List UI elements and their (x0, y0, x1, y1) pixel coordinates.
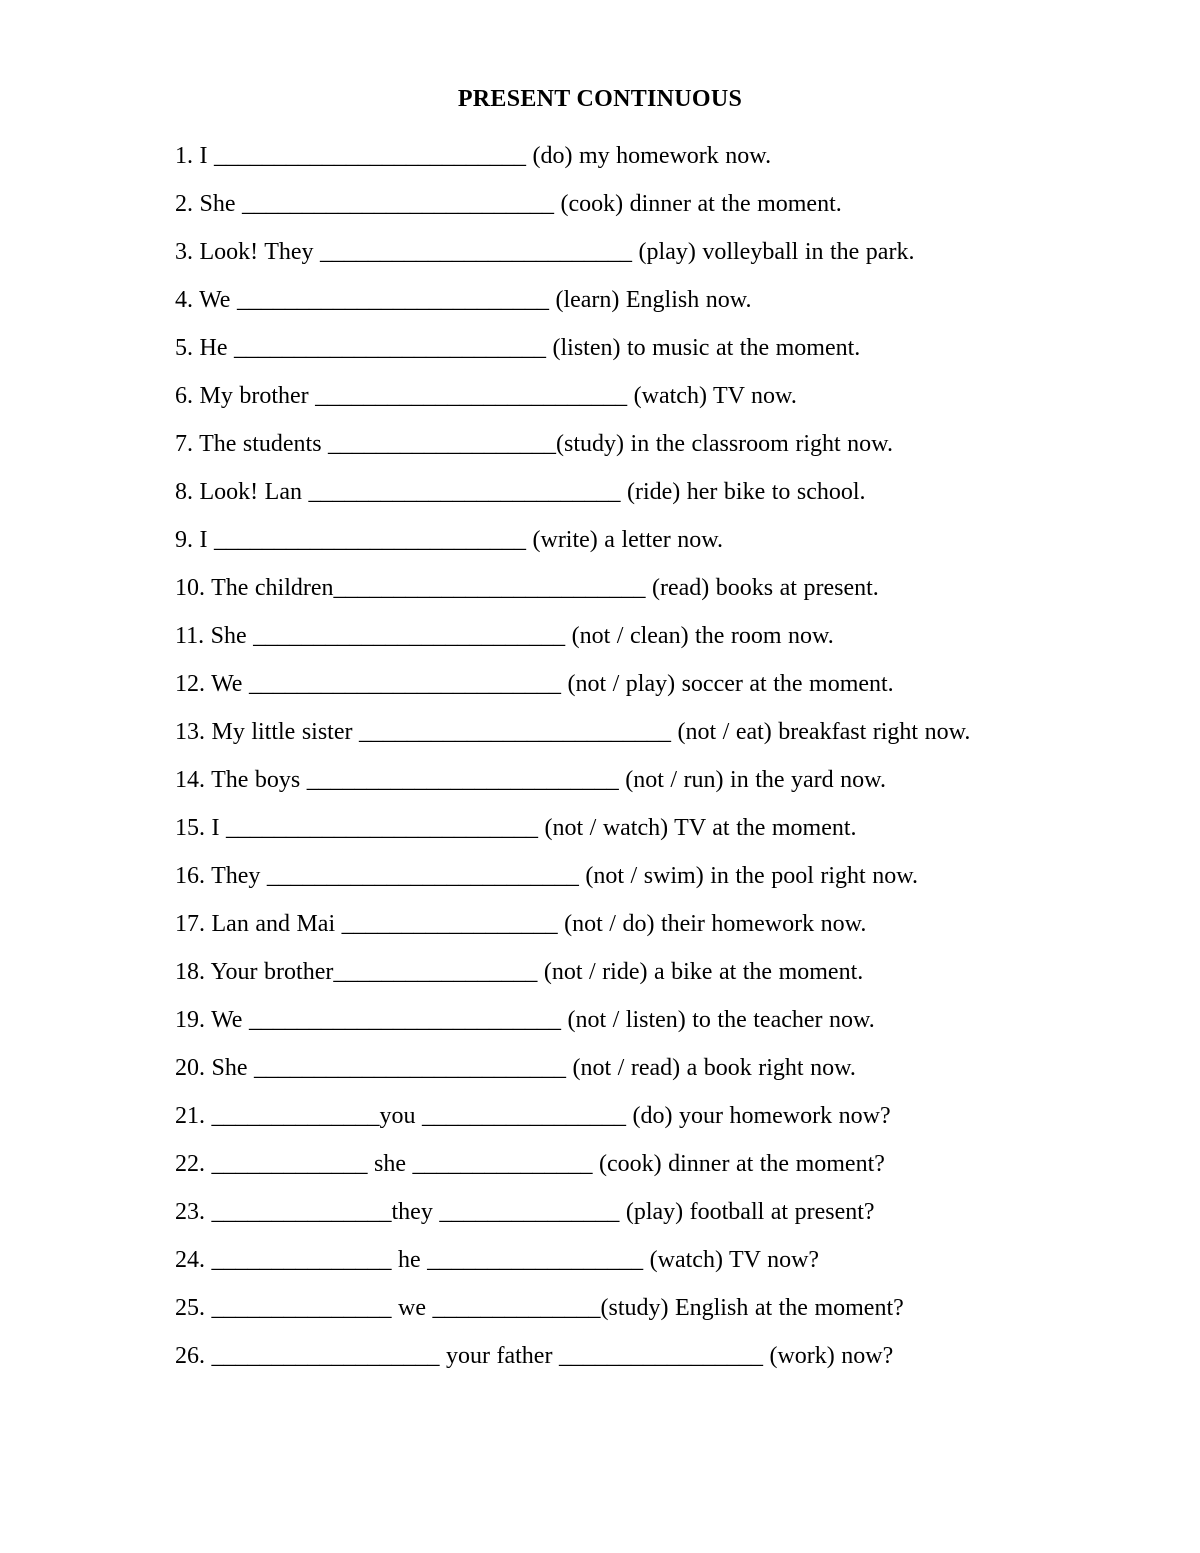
exercise-item: 5. He __________________________ (listen) to music at the moment. (175, 335, 861, 361)
exercise-item: 19. We __________________________ (not / listen) to the teacher now. (175, 1007, 875, 1033)
exercise-item: 25. _______________ we ______________(study) English at the moment? (175, 1295, 904, 1321)
exercise-item: 9. I __________________________ (write) a letter now. (175, 527, 724, 553)
exercise-item: 23. _______________they _______________ (play) football at present? (175, 1199, 875, 1225)
exercise-item: 13. My little sister __________________________ (not / eat) breakfast right now. (175, 719, 971, 745)
exercise-item: 1. I __________________________ (do) my homework now. (175, 143, 772, 169)
exercise-item: 17. Lan and Mai __________________ (not / do) their homework now. (175, 911, 867, 937)
exercise-item: 15. I __________________________ (not / watch) TV at the moment. (175, 815, 857, 841)
exercise-item: 3. Look! They __________________________ (play) volleyball in the park. (175, 239, 915, 265)
exercise-item: 11. She __________________________ (not / clean) the room now. (175, 623, 834, 649)
exercise-item: 21. ______________you _________________ (do) your homework now? (175, 1103, 891, 1129)
exercise-item: 26. ___________________ your father _________________ (work) now? (175, 1343, 894, 1369)
exercise-item: 7. The students ___________________(study) in the classroom right now. (175, 431, 893, 457)
exercise-item: 16. They __________________________ (not / swim) in the pool right now. (175, 863, 918, 889)
exercise-item: 10. The children__________________________ (read) books at present. (175, 575, 879, 601)
exercise-list (175, 138, 1035, 1386)
exercise-item: 22. _____________ she _______________ (cook) dinner at the moment? (175, 1151, 885, 1177)
exercise-item: 2. She __________________________ (cook) dinner at the moment. (175, 191, 842, 217)
exercise-item: 6. My brother __________________________ (watch) TV now. (175, 383, 797, 409)
exercise-item: 4. We __________________________ (learn) English now. (175, 287, 752, 313)
exercise-item: 12. We __________________________ (not / play) soccer at the moment. (175, 671, 894, 697)
exercise-item: 20. She __________________________ (not / read) a book right now. (175, 1055, 856, 1081)
exercise-item: 24. _______________ he __________________ (watch) TV now? (175, 1247, 820, 1273)
exercise-item: 8. Look! Lan __________________________ (ride) her bike to school. (175, 479, 866, 505)
page-title: PRESENT CONTINUOUS (457, 86, 743, 112)
exercise-item: 14. The boys __________________________ (not / run) in the yard now. (175, 767, 886, 793)
exercise-item: 18. Your brother_________________ (not / ride) a bike at the moment. (175, 959, 864, 985)
